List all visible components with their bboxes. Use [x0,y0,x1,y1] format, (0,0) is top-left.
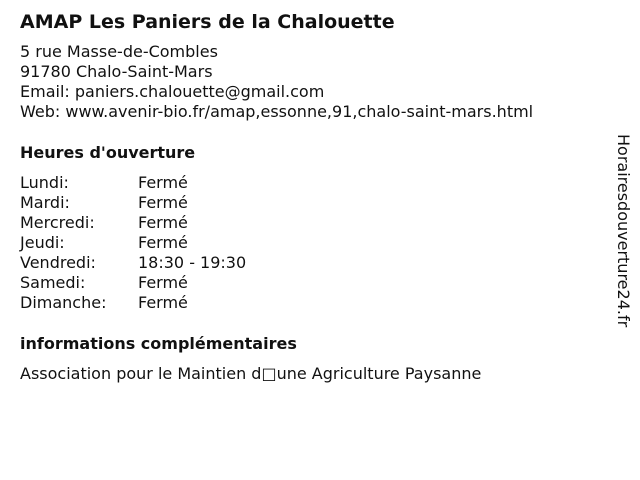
hours-day-value: Fermé [138,233,188,252]
hours-day-label: Jeudi: [20,233,65,252]
hours-day-value: Fermé [138,173,188,192]
hours-day-label: Mardi: [20,193,70,212]
hours-day-value: Fermé [138,213,188,232]
hours-day-value: Fermé [138,273,188,292]
hours-day-label: Dimanche: [20,293,107,312]
address-city: 91780 Chalo-Saint-Mars [20,62,213,81]
site-watermark: Horairesdouverture24.fr [614,134,633,328]
additional-info-text: Association pour le Maintien d□une Agriculture Paysanne [20,364,482,383]
email-line: Email: paniers.chalouette@gmail.com [20,82,325,101]
business-name: AMAP Les Paniers de la Chalouette [20,11,395,33]
business-card [20,10,610,384]
hours-row-tuesday [20,193,610,213]
hours-day-value: Fermé [138,193,188,212]
hours-day-value: Fermé [138,293,188,312]
hours-day-label: Vendredi: [20,253,96,272]
hours-row-saturday [20,273,610,293]
hours-row-friday [20,253,610,273]
hours-day-value: 18:30 - 19:30 [138,253,247,272]
hours-day-label: Lundi: [20,173,69,192]
hours-row-monday [20,173,610,193]
hours-row-sunday [20,293,610,313]
hours-row-thursday [20,233,610,253]
additional-info-heading: informations complémentaires [20,334,297,353]
hours-day-label: Samedi: [20,273,86,292]
opening-hours-table [20,173,610,313]
opening-hours-heading: Heures d'ouverture [20,143,196,162]
hours-day-label: Mercredi: [20,213,95,232]
web-line: Web: www.avenir-bio.fr/amap,essonne,91,chalo-saint-mars.html [20,102,534,121]
address-block [20,42,610,122]
address-street: 5 rue Masse-de-Combles [20,42,218,61]
hours-row-wednesday [20,213,610,233]
